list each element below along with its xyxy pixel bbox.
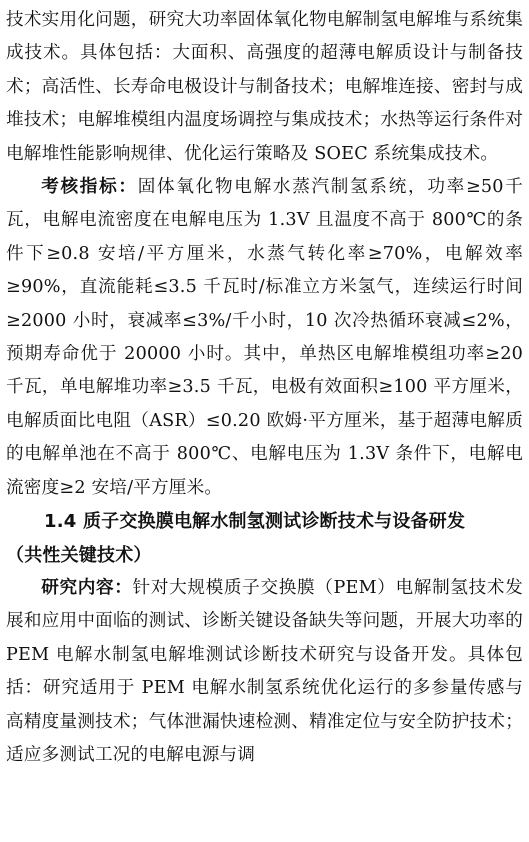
intro-paragraph: 技术实用化问题，研究大功率固体氧化物电解制氢电解堆与系统集成技术。具体包括：大面积、高强度的超薄电解质设计与制备技术；高活性、长寿命电极设计与制备技术；电解堆连接、密封与成堆技术；电解堆模组内温度场调控与集成技术；水热等运行条件对电解堆性能影响规律、优化运行策略及 SOEC 系统集成技术。	[6, 10, 523, 164]
research-text: 针对大规模质子交换膜（PEM）电解制氢技术发展和应用中面临的测试、诊断关键设备缺失等问题，开展大功率的 PEM 电解水制氢电解堆测试诊断技术研究与设备开发。具体包括：研究适用于 PEM 电解水制氢系统优化运行的多参量传感与高精度量测技术；气体泄漏快速检测、精准定位与安全防护技术；适应多测试工况的电解电源与调	[6, 577, 523, 765]
research-label: 研究内容：	[41, 577, 133, 598]
research-paragraph	[6, 572, 523, 772]
metrics-label: 考核指标：	[41, 177, 138, 198]
section-heading: 1.4 质子交换膜电解水制氢测试诊断技术与设备研发	[44, 511, 466, 533]
metrics-paragraph	[6, 171, 523, 505]
metrics-text: 固体氧化物电解水蒸汽制氢系统，功率≥50千瓦，电解电流密度在电解电压为 1.3V 且温度不高于 800℃的条件下≥0.8 安培/平方厘米，水蒸气转化率≥70%，电解效率≥90%，直流能耗≤3.5 千瓦时/标准立方米氢气，连续运行时间≥2000 小时，衰减率≤3%/千小时，10 次冷热循环衰减≤2%，预期寿命优于 20000 小时。其中，单热区电解堆模组功率≥20 千瓦，单电解堆功率≥3.5 千瓦，电极有效面积≥100 平方厘米，电解质面比电阻（ASR）≤0.20 欧姆·平方厘米，基于超薄电解质的电解单池在不高于 800℃、电解电压为 1.3V 条件下，电解电流密度≥2 安培/平方厘米。	[6, 177, 523, 498]
section-heading-continued: （共性关键技术）	[6, 544, 152, 566]
